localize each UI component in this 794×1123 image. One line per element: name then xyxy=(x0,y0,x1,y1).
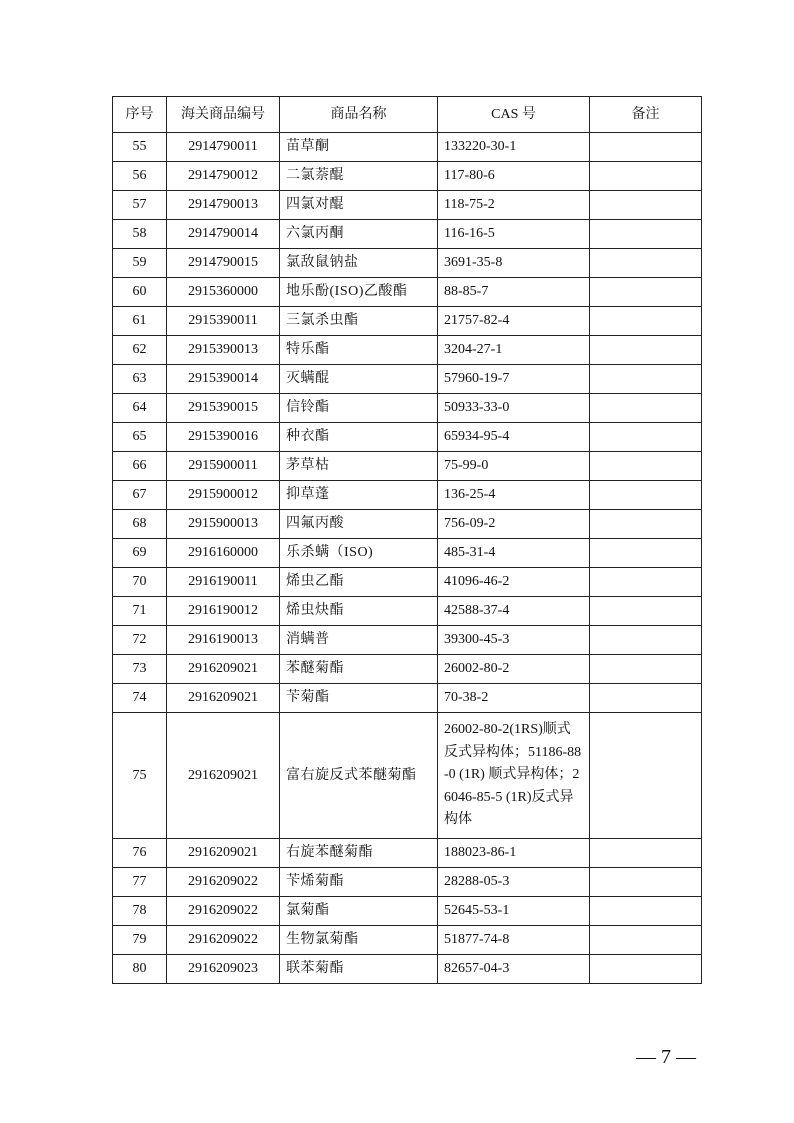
cell-seq: 78 xyxy=(113,897,167,926)
cell-cas-number: 75-99-0 xyxy=(438,452,590,481)
page-number: — 7 — xyxy=(636,1046,696,1068)
cell-seq: 67 xyxy=(113,481,167,510)
table-row xyxy=(113,510,702,539)
cell-customs-code: 2916209022 xyxy=(167,897,280,926)
table-row xyxy=(113,868,702,897)
cell-customs-code: 2916209021 xyxy=(167,684,280,713)
cell-product-name: 三氯杀虫酯 xyxy=(280,307,438,336)
cell-product-name: 抑草蓬 xyxy=(280,481,438,510)
table-row xyxy=(113,626,702,655)
table-row xyxy=(113,655,702,684)
cell-product-name: 特乐酯 xyxy=(280,336,438,365)
cell-seq: 74 xyxy=(113,684,167,713)
cell-product-name: 二氯萘醌 xyxy=(280,162,438,191)
cell-customs-code: 2914790014 xyxy=(167,220,280,249)
cell-customs-code: 2915390015 xyxy=(167,394,280,423)
cell-remarks xyxy=(590,365,702,394)
table-row xyxy=(113,926,702,955)
cell-cas-number: 26002-80-2 xyxy=(438,655,590,684)
cell-cas-number: 3691-35-8 xyxy=(438,249,590,278)
cell-customs-code: 2914790015 xyxy=(167,249,280,278)
cell-customs-code: 2915360000 xyxy=(167,278,280,307)
cell-remarks xyxy=(590,510,702,539)
cell-seq: 57 xyxy=(113,191,167,220)
cell-seq: 71 xyxy=(113,597,167,626)
cell-customs-code: 2915900013 xyxy=(167,510,280,539)
cell-product-name: 右旋苯醚菊酯 xyxy=(280,839,438,868)
table-row xyxy=(113,133,702,162)
cell-seq: 62 xyxy=(113,336,167,365)
cell-product-name: 地乐酚(ISO)乙酸酯 xyxy=(280,278,438,307)
cell-customs-code: 2916160000 xyxy=(167,539,280,568)
cell-cas-number: 188023-86-1 xyxy=(438,839,590,868)
cell-product-name: 六氯丙酮 xyxy=(280,220,438,249)
cell-cas-number: 28288-05-3 xyxy=(438,868,590,897)
cell-customs-code: 2916209021 xyxy=(167,839,280,868)
cell-seq: 65 xyxy=(113,423,167,452)
table-row xyxy=(113,394,702,423)
cell-seq: 76 xyxy=(113,839,167,868)
cell-remarks xyxy=(590,868,702,897)
cell-customs-code: 2914790012 xyxy=(167,162,280,191)
table-header-row xyxy=(113,97,702,133)
cell-product-name: 烯虫炔酯 xyxy=(280,597,438,626)
cell-cas-number: 136-25-4 xyxy=(438,481,590,510)
cell-customs-code: 2915390016 xyxy=(167,423,280,452)
table-row xyxy=(113,955,702,984)
cell-cas-number: 51877-74-8 xyxy=(438,926,590,955)
cell-cas-number: 26002-80-2(1RS)顺式反式异构体；51186-88-0 (1R) 顺式异构体；26046-85-5 (1R)反式异构体 xyxy=(438,713,590,839)
cell-product-name: 信铃酯 xyxy=(280,394,438,423)
cell-remarks xyxy=(590,278,702,307)
table-row xyxy=(113,249,702,278)
cell-cas-number: 50933-33-0 xyxy=(438,394,590,423)
table-row xyxy=(113,684,702,713)
cell-seq: 59 xyxy=(113,249,167,278)
cell-customs-code: 2916190011 xyxy=(167,568,280,597)
cell-cas-number: 41096-46-2 xyxy=(438,568,590,597)
table-row xyxy=(113,597,702,626)
table-row xyxy=(113,452,702,481)
cell-remarks xyxy=(590,423,702,452)
cell-product-name: 茅草枯 xyxy=(280,452,438,481)
table-row xyxy=(113,307,702,336)
table-row xyxy=(113,278,702,307)
cell-seq: 64 xyxy=(113,394,167,423)
cell-remarks xyxy=(590,568,702,597)
cell-product-name: 苄烯菊酯 xyxy=(280,868,438,897)
cell-remarks xyxy=(590,162,702,191)
cell-remarks xyxy=(590,452,702,481)
cell-customs-code: 2915900012 xyxy=(167,481,280,510)
cell-product-name: 种衣酯 xyxy=(280,423,438,452)
cell-cas-number: 117-80-6 xyxy=(438,162,590,191)
commodity-table xyxy=(112,96,702,984)
table-row xyxy=(113,336,702,365)
cell-cas-number: 118-75-2 xyxy=(438,191,590,220)
table-row xyxy=(113,481,702,510)
cell-cas-number: 3204-27-1 xyxy=(438,336,590,365)
cell-customs-code: 2915390013 xyxy=(167,336,280,365)
cell-remarks xyxy=(590,839,702,868)
cell-cas-number: 21757-82-4 xyxy=(438,307,590,336)
cell-customs-code: 2916209023 xyxy=(167,955,280,984)
cell-seq: 79 xyxy=(113,926,167,955)
cell-customs-code: 2916209021 xyxy=(167,655,280,684)
cell-product-name: 苗草酮 xyxy=(280,133,438,162)
cell-product-name: 氯菊酯 xyxy=(280,897,438,926)
cell-customs-code: 2916209022 xyxy=(167,868,280,897)
cell-seq: 63 xyxy=(113,365,167,394)
cell-cas-number: 88-85-7 xyxy=(438,278,590,307)
cell-seq: 68 xyxy=(113,510,167,539)
cell-customs-code: 2915390011 xyxy=(167,307,280,336)
cell-cas-number: 42588-37-4 xyxy=(438,597,590,626)
cell-remarks xyxy=(590,955,702,984)
table-row xyxy=(113,568,702,597)
cell-product-name: 富右旋反式苯醚菊酯 xyxy=(280,713,438,839)
cell-customs-code: 2915390014 xyxy=(167,365,280,394)
cell-remarks xyxy=(590,191,702,220)
table-row xyxy=(113,539,702,568)
table-row xyxy=(113,713,702,839)
cell-cas-number: 57960-19-7 xyxy=(438,365,590,394)
cell-cas-number: 70-38-2 xyxy=(438,684,590,713)
cell-seq: 72 xyxy=(113,626,167,655)
cell-product-name: 乐杀螨（ISO) xyxy=(280,539,438,568)
cell-remarks xyxy=(590,597,702,626)
table-row xyxy=(113,897,702,926)
cell-seq: 69 xyxy=(113,539,167,568)
cell-customs-code: 2914790011 xyxy=(167,133,280,162)
cell-product-name: 灭螨醌 xyxy=(280,365,438,394)
header-remarks: 备注 xyxy=(590,97,702,133)
cell-remarks xyxy=(590,684,702,713)
table-row xyxy=(113,423,702,452)
cell-cas-number: 65934-95-4 xyxy=(438,423,590,452)
cell-remarks xyxy=(590,249,702,278)
cell-cas-number: 82657-04-3 xyxy=(438,955,590,984)
cell-customs-code: 2914790013 xyxy=(167,191,280,220)
table-row xyxy=(113,365,702,394)
table-row xyxy=(113,191,702,220)
cell-remarks xyxy=(590,307,702,336)
cell-remarks xyxy=(590,336,702,365)
cell-product-name: 烯虫乙酯 xyxy=(280,568,438,597)
cell-product-name: 联苯菊酯 xyxy=(280,955,438,984)
cell-product-name: 苄菊酯 xyxy=(280,684,438,713)
cell-customs-code: 2916190012 xyxy=(167,597,280,626)
cell-product-name: 苯醚菊酯 xyxy=(280,655,438,684)
header-cas-number: CAS 号 xyxy=(438,97,590,133)
cell-remarks xyxy=(590,926,702,955)
cell-customs-code: 2916209021 xyxy=(167,713,280,839)
cell-seq: 56 xyxy=(113,162,167,191)
cell-remarks xyxy=(590,133,702,162)
cell-product-name: 消螨普 xyxy=(280,626,438,655)
cell-cas-number: 39300-45-3 xyxy=(438,626,590,655)
cell-remarks xyxy=(590,626,702,655)
header-product-name: 商品名称 xyxy=(280,97,438,133)
cell-seq: 75 xyxy=(113,713,167,839)
cell-seq: 77 xyxy=(113,868,167,897)
cell-product-name: 生物氯菊酯 xyxy=(280,926,438,955)
cell-cas-number: 52645-53-1 xyxy=(438,897,590,926)
cell-cas-number: 485-31-4 xyxy=(438,539,590,568)
table-body xyxy=(113,133,702,984)
cell-product-name: 四氯对醌 xyxy=(280,191,438,220)
table-row xyxy=(113,162,702,191)
cell-product-name: 四氟丙酸 xyxy=(280,510,438,539)
cell-cas-number: 756-09-2 xyxy=(438,510,590,539)
cell-remarks xyxy=(590,713,702,839)
cell-remarks xyxy=(590,539,702,568)
cell-seq: 58 xyxy=(113,220,167,249)
cell-remarks xyxy=(590,897,702,926)
cell-seq: 73 xyxy=(113,655,167,684)
cell-cas-number: 133220-30-1 xyxy=(438,133,590,162)
header-seq: 序号 xyxy=(113,97,167,133)
cell-seq: 70 xyxy=(113,568,167,597)
cell-remarks xyxy=(590,655,702,684)
cell-seq: 80 xyxy=(113,955,167,984)
cell-product-name: 氯敌鼠钠盐 xyxy=(280,249,438,278)
cell-seq: 61 xyxy=(113,307,167,336)
cell-seq: 66 xyxy=(113,452,167,481)
cell-remarks xyxy=(590,220,702,249)
cell-remarks xyxy=(590,481,702,510)
cell-remarks xyxy=(590,394,702,423)
cell-customs-code: 2915900011 xyxy=(167,452,280,481)
cell-cas-number: 116-16-5 xyxy=(438,220,590,249)
cell-seq: 55 xyxy=(113,133,167,162)
cell-seq: 60 xyxy=(113,278,167,307)
header-customs-code: 海关商品编号 xyxy=(167,97,280,133)
table-row xyxy=(113,220,702,249)
table-row xyxy=(113,839,702,868)
cell-customs-code: 2916209022 xyxy=(167,926,280,955)
cell-customs-code: 2916190013 xyxy=(167,626,280,655)
